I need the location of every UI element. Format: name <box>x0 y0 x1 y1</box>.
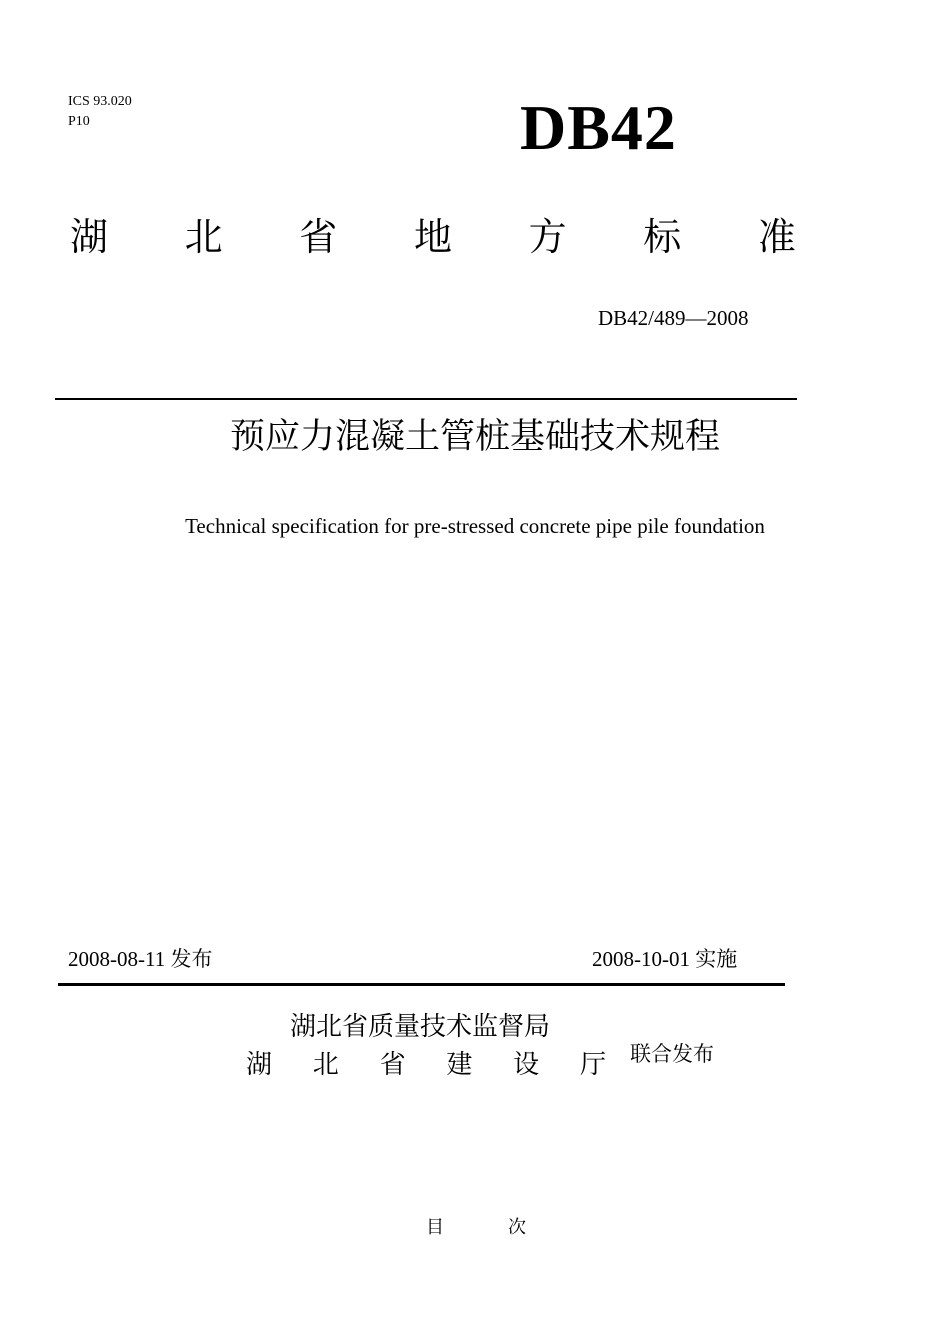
effective-label: 实施 <box>695 947 738 971</box>
publisher-char: 省 <box>379 1050 406 1080</box>
standard-type-char: 地 <box>413 215 452 259</box>
effective-date: 2008-10-01 <box>592 947 690 971</box>
issue-date-line <box>68 945 212 973</box>
publisher-char: 建 <box>446 1050 473 1080</box>
standard-type-char: 标 <box>643 215 682 259</box>
publisher-char: 设 <box>513 1050 540 1080</box>
document-title-chinese: 预应力混凝土管桩基础技术规程 <box>229 417 720 457</box>
table-of-contents-heading <box>426 1216 526 1240</box>
document-title-english: Technical specification for pre-stressed concrete pipe pile foundation <box>185 514 765 538</box>
standard-code: DB42 <box>520 92 677 163</box>
publisher-quality-bureau: 湖北省质量技术监督局 <box>290 1012 551 1042</box>
joint-publication-label: 联合发布 <box>630 1042 714 1066</box>
publisher-construction-department <box>244 1048 608 1082</box>
issue-date: 2008-08-11 <box>68 947 166 971</box>
toc-char: 次 <box>508 1217 526 1238</box>
effective-date-line <box>592 945 737 973</box>
standard-type-char: 北 <box>184 215 223 259</box>
standard-type-char: 省 <box>299 215 338 259</box>
standard-type-char: 湖 <box>69 215 108 259</box>
ics-number: ICS 93.020 <box>68 94 132 109</box>
standard-type-char: 方 <box>528 215 567 259</box>
publisher-char: 北 <box>312 1050 339 1080</box>
classification-code: P10 <box>68 114 90 129</box>
standard-number: DB42/489—2008 <box>598 306 749 330</box>
publisher-char: 厅 <box>579 1050 606 1080</box>
toc-char: 目 <box>426 1217 444 1238</box>
publisher-char: 湖 <box>245 1050 272 1080</box>
issue-label: 发布 <box>170 947 213 971</box>
ics-code-block <box>68 92 132 132</box>
bottom-divider <box>58 983 785 986</box>
standard-type-char: 准 <box>757 215 796 259</box>
top-divider <box>55 398 797 400</box>
standard-type-title <box>68 212 798 262</box>
